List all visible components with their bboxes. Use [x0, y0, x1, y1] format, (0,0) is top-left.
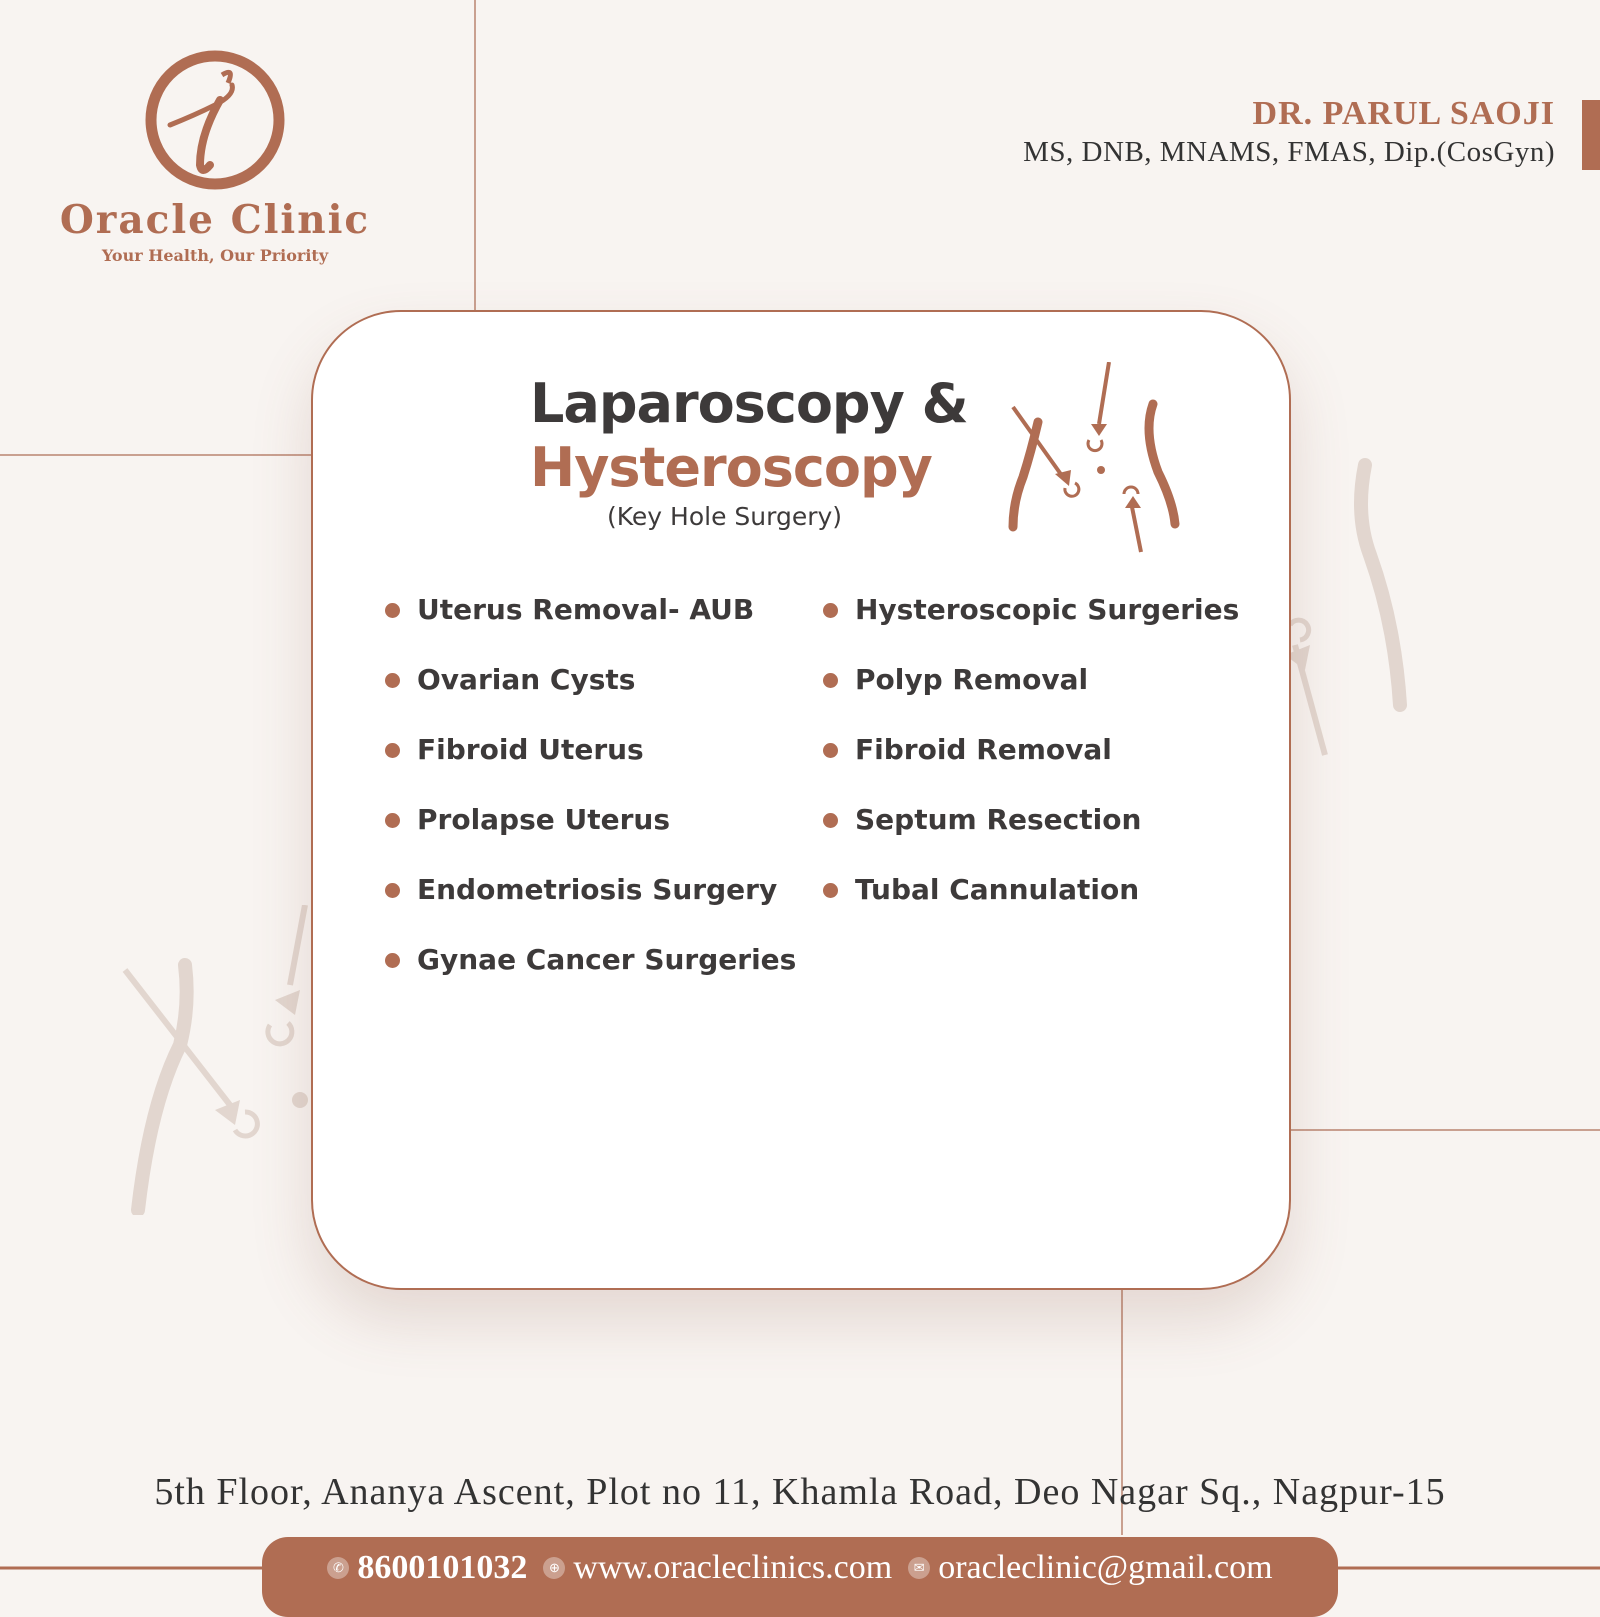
- website-url: www.oracleclinics.com: [573, 1549, 893, 1586]
- accent-bar: [1582, 100, 1600, 170]
- contact-bar: [262, 1537, 1338, 1617]
- doctor-name: DR. PARUL SAOJI: [1252, 95, 1555, 132]
- list-item: Uterus Removal- AUB: [385, 592, 796, 662]
- list-item: Prolapse Uterus: [385, 802, 796, 872]
- bullet-dot-icon: [385, 813, 400, 828]
- laparoscopy-list: [385, 592, 796, 1012]
- card-title: [530, 372, 968, 531]
- list-item: Fibroid Uterus: [385, 732, 796, 802]
- clinic-tagline: Your Health, Our Priority: [101, 246, 329, 265]
- email-link[interactable]: [908, 1549, 1272, 1587]
- doctor-qualifications: MS, DNB, MNAMS, FMAS, Dip.(CosGyn): [1023, 136, 1555, 169]
- faded-surgery-illustration: [1280, 455, 1430, 765]
- title-laparoscopy: Laparoscopy &: [530, 372, 968, 435]
- list-item: Polyp Removal: [823, 662, 1239, 732]
- bullet-dot-icon: [823, 603, 838, 618]
- list-item: Ovarian Cysts: [385, 662, 796, 732]
- bullet-dot-icon: [385, 953, 400, 968]
- globe-icon: ⊕: [543, 1557, 565, 1579]
- services-card: [311, 310, 1291, 1290]
- list-item: Endometriosis Surgery: [385, 872, 796, 942]
- oracle-clinic-logo-icon: [140, 45, 290, 195]
- clinic-address: 5th Floor, Ananya Ascent, Plot no 11, Khamla Road, Deo Nagar Sq., Nagpur-15: [154, 1471, 1446, 1513]
- bullet-dot-icon: [823, 813, 838, 828]
- email-address: oracleclinic@gmail.com: [938, 1549, 1273, 1586]
- bullet-dot-icon: [385, 603, 400, 618]
- mail-icon: ✉: [908, 1557, 930, 1579]
- website-link[interactable]: [543, 1549, 892, 1587]
- clinic-name: Oracle Clinic: [59, 197, 371, 243]
- bullet-dot-icon: [823, 743, 838, 758]
- title-hysteroscopy: Hysteroscopy: [530, 436, 932, 499]
- card-subtitle: (Key Hole Surgery): [607, 502, 843, 531]
- bullet-dot-icon: [823, 673, 838, 688]
- hysteroscopy-list: [823, 592, 1239, 942]
- faded-surgery-illustration: [110, 905, 320, 1215]
- bullet-dot-icon: [385, 743, 400, 758]
- list-item: Gynae Cancer Surgeries: [385, 942, 796, 1012]
- bullet-dot-icon: [823, 883, 838, 898]
- list-item: Fibroid Removal: [823, 732, 1239, 802]
- doctor-info: [1023, 95, 1555, 169]
- surgery-illustration-icon: [1003, 362, 1193, 562]
- bullet-dot-icon: [385, 673, 400, 688]
- list-item: Hysteroscopic Surgeries: [823, 592, 1239, 662]
- list-item: Tubal Cannulation: [823, 872, 1239, 942]
- clinic-logo: [40, 45, 390, 265]
- list-item: Septum Resection: [823, 802, 1239, 872]
- phone-contact[interactable]: [327, 1549, 527, 1587]
- bullet-dot-icon: [385, 883, 400, 898]
- phone-icon: ✆: [327, 1557, 349, 1579]
- phone-number: 8600101032: [357, 1549, 528, 1586]
